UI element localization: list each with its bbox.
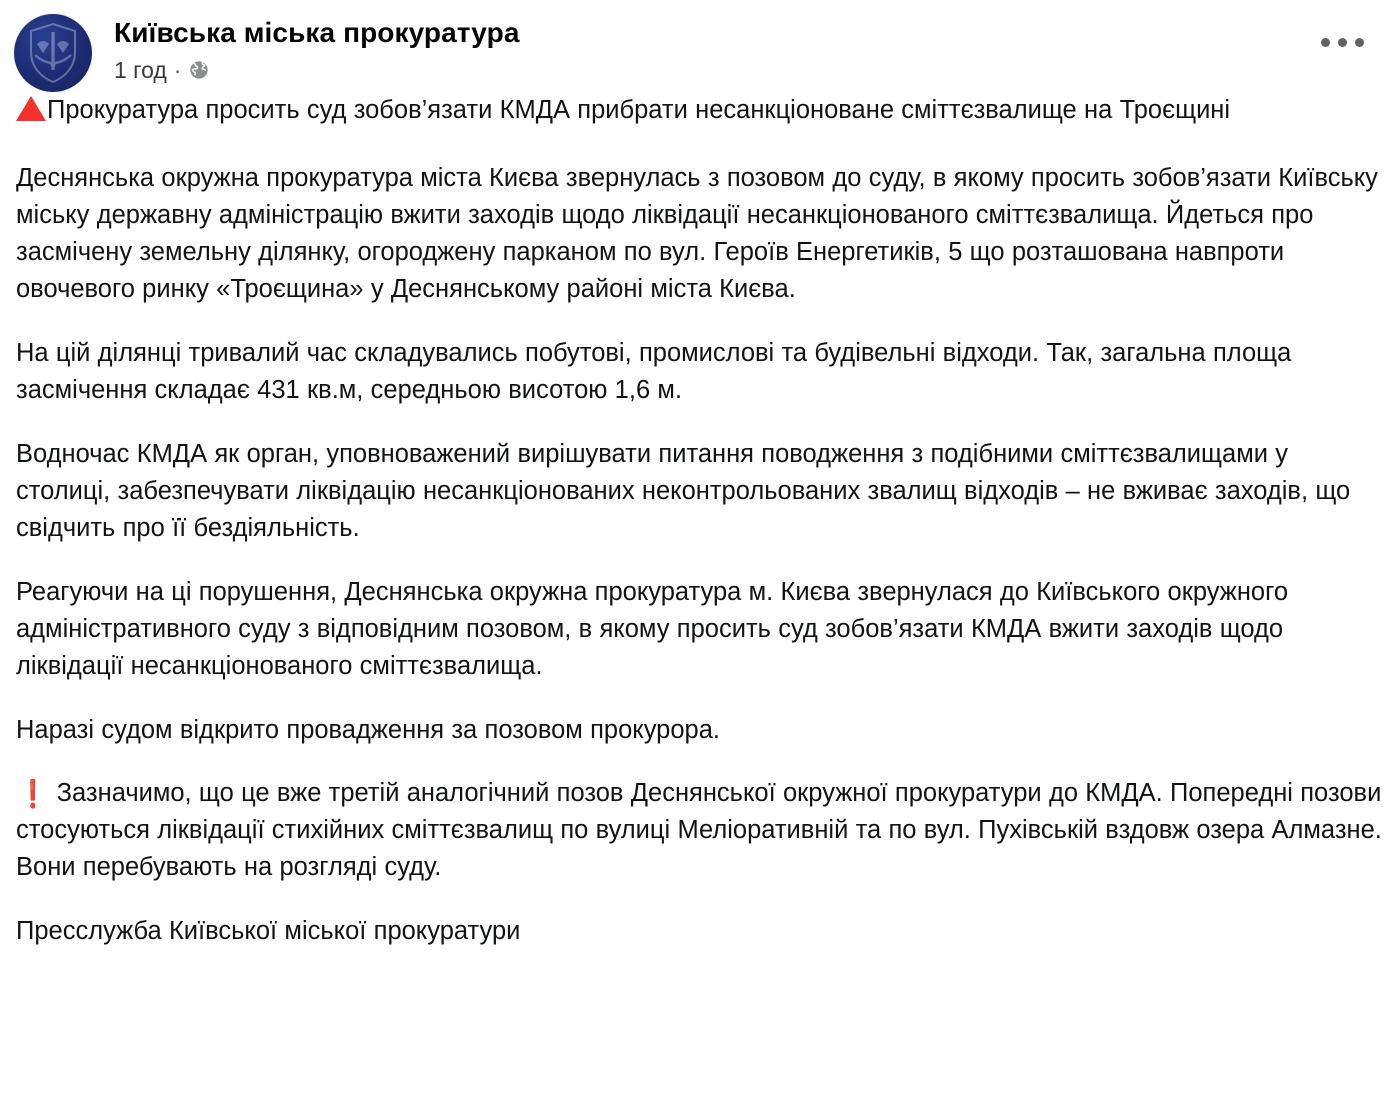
- globe-icon[interactable]: [188, 59, 210, 81]
- red-triangle-emoji: [16, 96, 46, 121]
- more-options-dot-3: [1355, 38, 1364, 47]
- post-headline: [16, 92, 1386, 129]
- post-paragraph-1: Деснянська окружна прокуратура міста Києва звернулась з позовом до суду, в якому просить зобов’язати Київську міську державну адміністрацію вжити заходів щодо ліквідації несанкціонованого сміттєзвалища. Йдеться про засмічену земельну ділянку, огороджену парканом по вул. Героїв Енергетиків, 5 що розташована навпроти овочевого ринку «Троєщина» у Деснянському районі міста Києва.: [16, 164, 1378, 303]
- avatar[interactable]: [14, 14, 92, 92]
- post-paragraph-4: Реагуючи на ці порушення, Деснянська окружна прокуратура м. Києва звернулася до Київського окружного адміністративного суду з відповідним позовом, в якому просить суд зобов’язати КМДА вжити заходів щодо ліквідації несанкціонованого сміттєзвалища.: [16, 578, 1289, 680]
- post-paragraph-2: На цій ділянці тривалий час складувались побутові, промислові та будівельні відходи. Так, загальна площа засмічення складає 431 кв.м, середньою висотою 1,6 м.: [16, 339, 1292, 404]
- more-options-dot-1: [1321, 38, 1330, 47]
- post-content: [0, 92, 1400, 950]
- red-exclamation-emoji: ❗: [18, 779, 48, 809]
- post-timestamp[interactable]: 1 год: [114, 57, 167, 83]
- post-paragraph-6: [16, 775, 1386, 886]
- post-meta: [114, 56, 520, 84]
- post-headline-text: Прокуратура просить суд зобов’язати КМДА прибрати несанкціоноване сміттєзвалище на Троєщині: [47, 96, 1231, 124]
- post-author-block: [114, 14, 520, 84]
- post-paragraph-5: Наразі судом відкрито провадження за позовом прокурора.: [16, 716, 720, 744]
- post-signature: Пресслужба Київської міської прокуратури: [16, 917, 521, 945]
- post-paragraph-3: Водночас КМДА як орган, уповноважений вирішувати питання поводження з подібними сміттєзвалищами у столиці, забезпечувати ліквідацію несанкціонованих неконтрольованих звалищ відходів – не вживає заходів, що свідчить про її бездіяльність.: [16, 440, 1351, 542]
- post-header: [0, 0, 1400, 92]
- page-name[interactable]: Київська міська прокуратура: [114, 17, 520, 48]
- meta-separator: ·: [173, 57, 182, 83]
- post-paragraph-6-text: Зазначимо, що це вже третій аналогічний позов Деснянської окружної прокуратури до КМДА. Попередні позови стосуються ліквідації стихійних сміттєзвалищ по вулиці Меліоративній та по вул. Пухівській вздовж озера Алмазне. Вони перебувають на розгляді суду.: [16, 779, 1382, 881]
- more-options-dot-2: [1338, 38, 1347, 47]
- more-options-button[interactable]: [1321, 38, 1364, 47]
